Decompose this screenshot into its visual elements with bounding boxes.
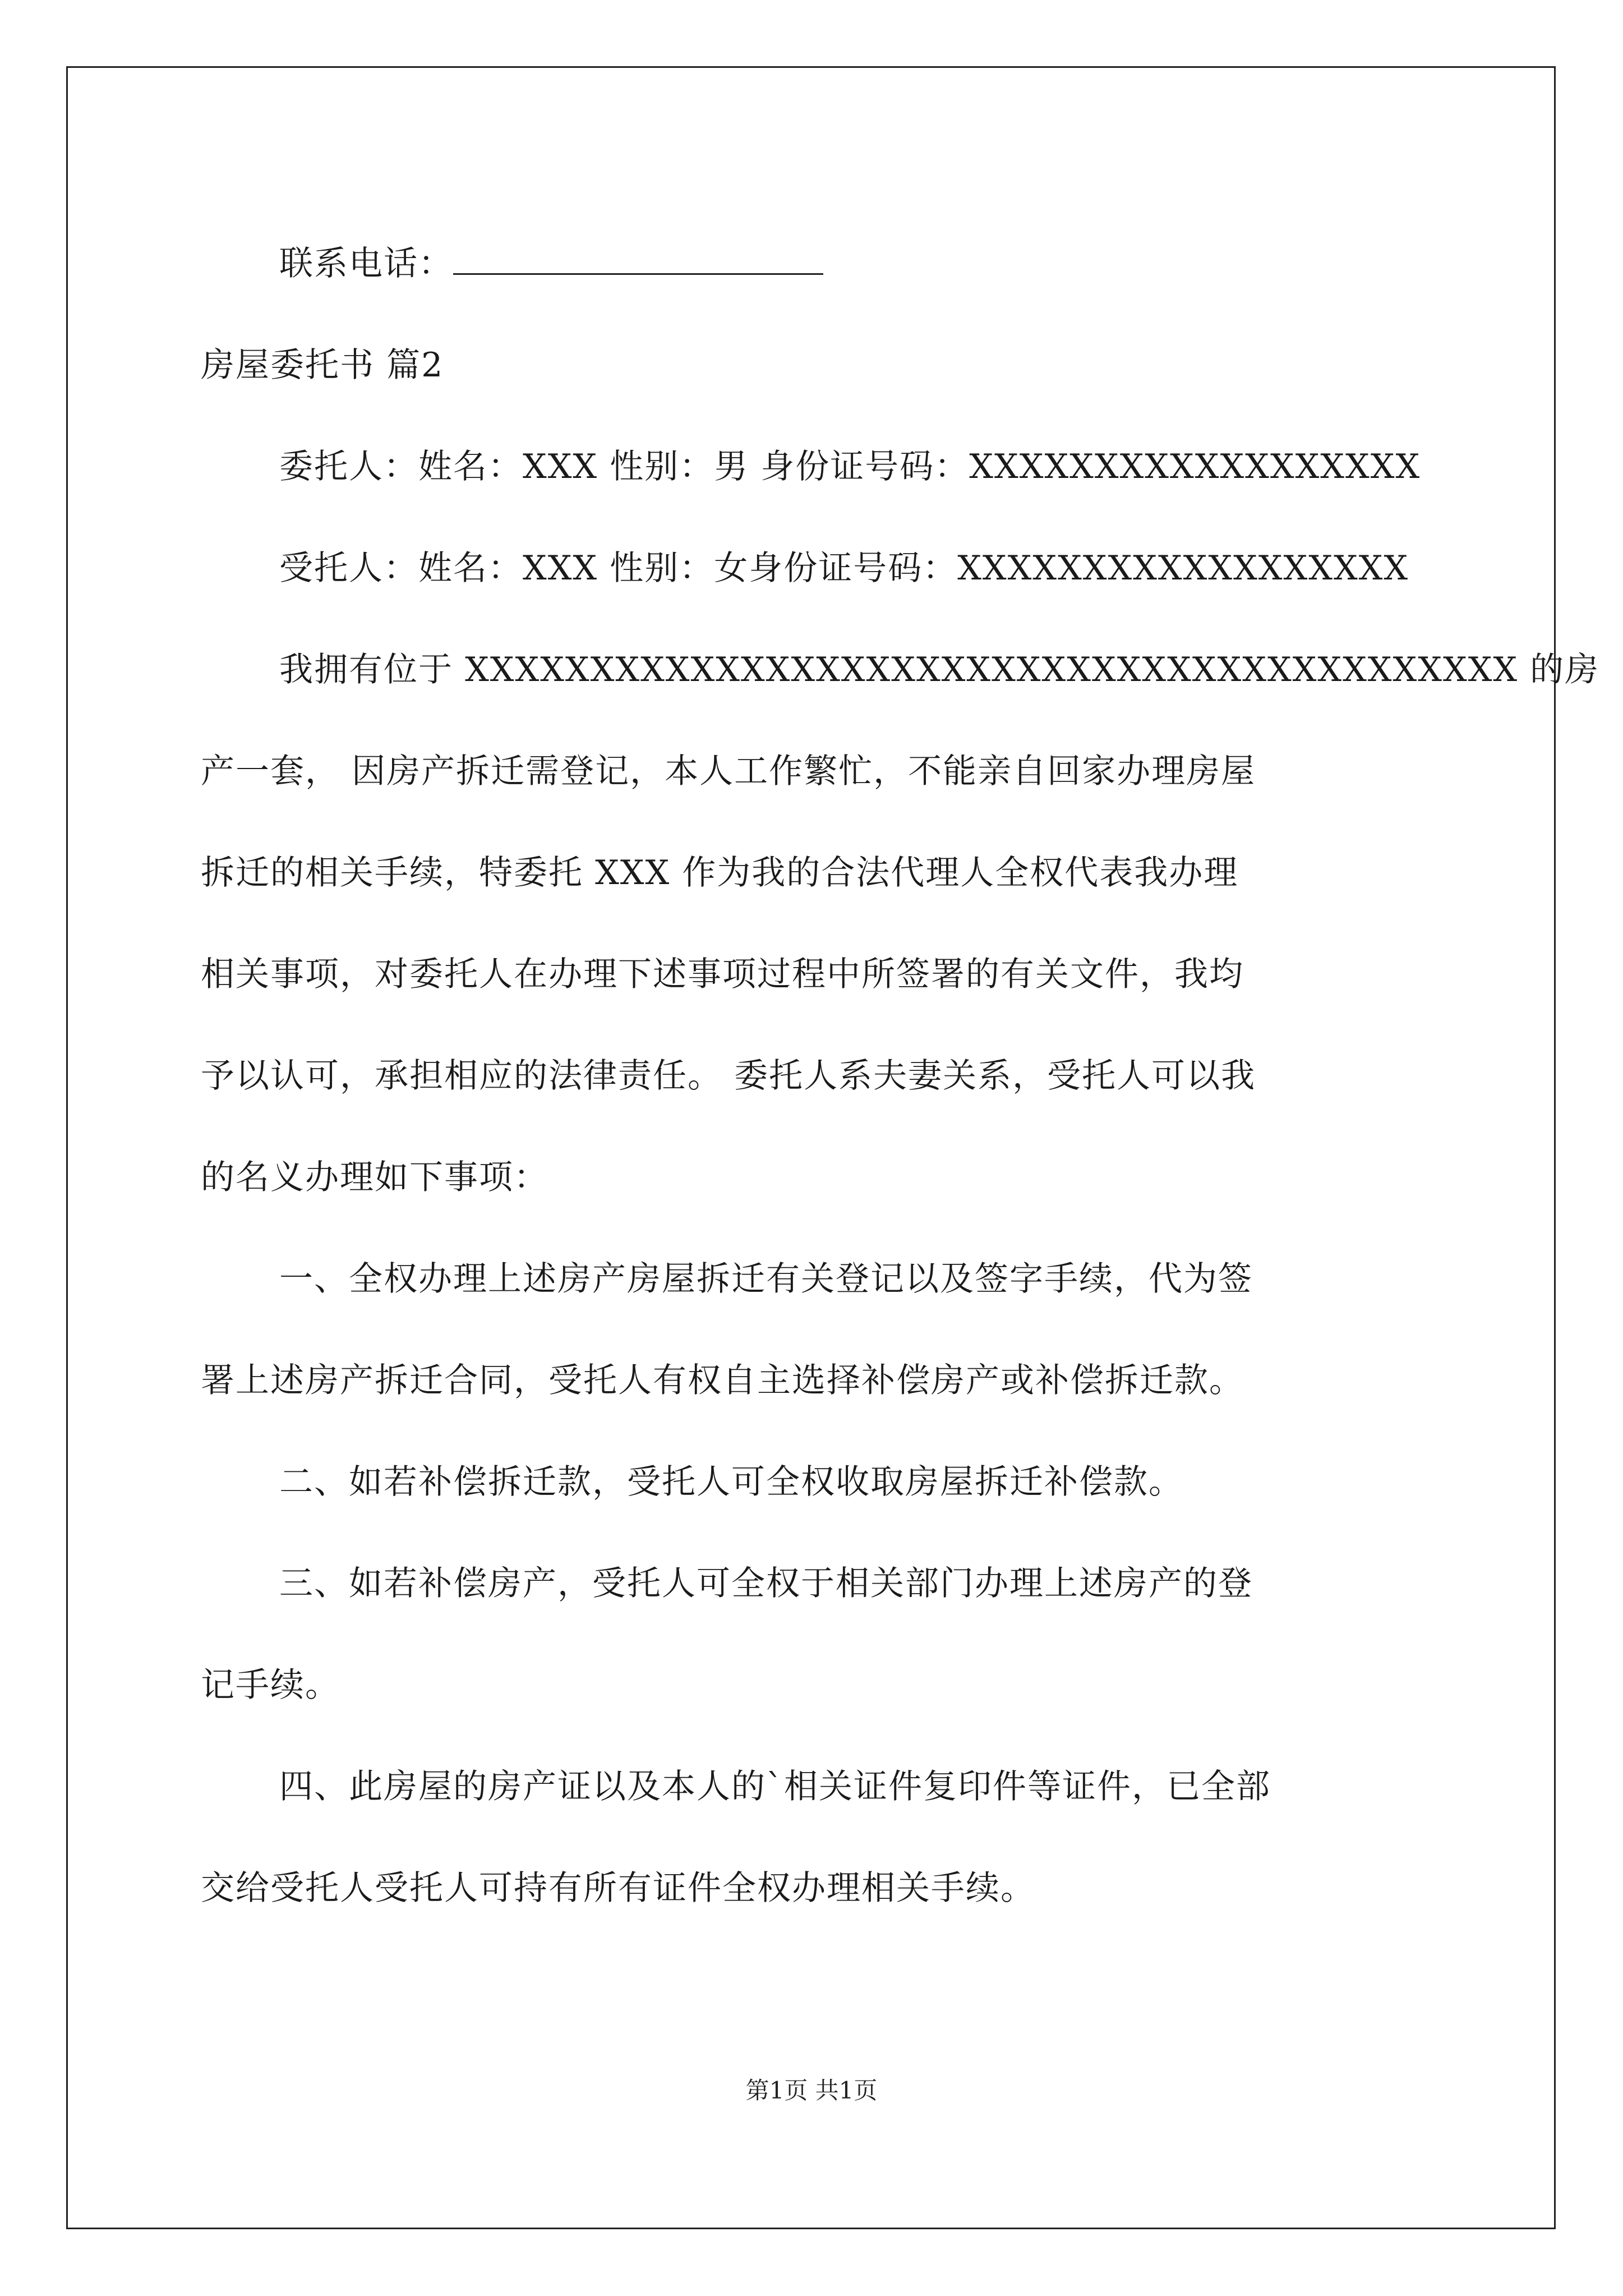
principal-line [201,416,1435,518]
contact-phone-label: 联系电话： [279,244,453,283]
item-4-line: 交给受托人受托人可持有所有证件全权办理相关手续。 [201,1869,1035,1908]
item-3-line: 三、如若补偿房产，受托人可全权于相关部门办理上述房产的登 [279,1564,1253,1603]
paragraph-line: 的名义办理如下事项： [201,1158,548,1197]
agent-line: 受托人：姓名：XXX 性别：女身份证号码：XXXXXXXXXXXXXXXXXX [279,549,1409,588]
section-title: 房屋委托书 篇2 [201,346,444,385]
document-body [201,213,1600,1939]
paragraph-line: 拆迁的相关手续，特委托 XXX 作为我的合法代理人全权代表我办理 [201,853,1239,892]
paragraph-line: 相关事项，对委托人在办理下述事项过程中所签署的有关文件，我均 [201,955,1244,994]
contact-phone-line [201,213,1435,315]
item-4-line: 四、此房屋的房产证以及本人的`相关证件复印件等证件，已全部 [279,1767,1271,1806]
item-1-line: 一、全权办理上述房产房屋拆迁有关登记以及签字手续，代为签 [279,1259,1253,1299]
item-1-line: 署上述房产拆迁合同，受托人有权自主选择补偿房产或补偿拆迁款。 [201,1361,1244,1400]
principal-id: 身份证号码：XXXXXXXXXXXXXXXXXX [760,447,1421,486]
paragraph-line: 产一套， 因房产拆迁需登记，本人工作繁忙，不能亲自回家办理房屋 [201,752,1256,791]
contact-phone-blank [453,242,823,275]
principal-info: 委托人：姓名：XXX 性别：男 [279,447,761,486]
paragraph-line: 我拥有位于 XXXXXXXXXXXXXXXXXXXXXXXXXXXXXXXXXXXXXXXXXX 的房 [279,650,1600,689]
item-3-line: 记手续。 [201,1665,340,1705]
item-2-line: 二、如若补偿拆迁款，受托人可全权收取房屋拆迁补偿款。 [279,1462,1183,1502]
page-footer: 第1页 共1页 [745,2077,878,2104]
paragraph-line: 予以认可，承担相应的法律责任。 委托人系夫妻关系，受托人可以我 [201,1056,1256,1096]
